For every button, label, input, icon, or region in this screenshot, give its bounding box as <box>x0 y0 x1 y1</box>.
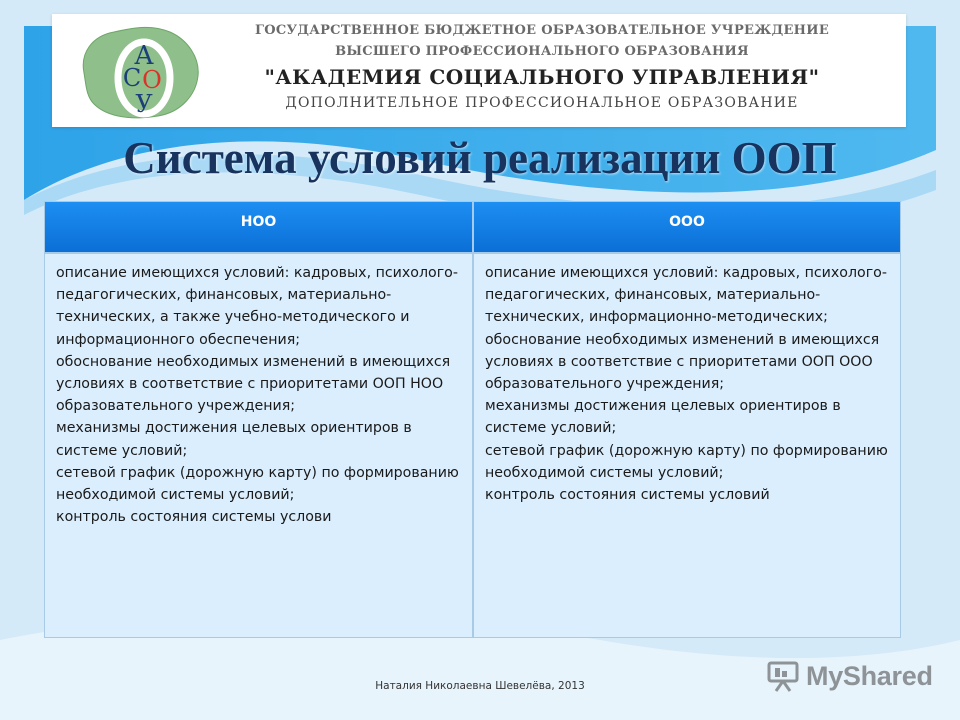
table-cell-noo: описание имеющихся условий: кадровых, психолого-педагогических, финансовых, материально-технических, а также учебно-методического и информационного обеспечения; обоснование необходимых изменений в имеющихся условиях в соответствие с приоритетами ООП НОО образовательного учреждения; механизмы достижения целевых ориентиров в системе условий; сетевой график (дорожную карту) по формированию необходимой системы условий; контроль состояния системы услови <box>44 253 473 638</box>
column-header-ooo: ООО <box>473 201 901 253</box>
presentation-icon <box>766 659 800 693</box>
footer-author: Наталия Николаевна Шевелёва, 2013 <box>375 680 585 692</box>
header-line-3: "АКАДЕМИЯ СОЦИАЛЬНОГО УПРАВЛЕНИЯ" <box>264 65 820 89</box>
slide-title: Система условий реализации ООП <box>123 133 837 183</box>
header-line-2: ВЫСШЕГО ПРОФЕССИОНАЛЬНОГО ОБРАЗОВАНИЯ <box>335 44 749 59</box>
academy-logo <box>62 18 212 123</box>
institution-name <box>242 20 842 114</box>
table-cell-ooo: описание имеющихся условий: кадровых, психолого-педагогических, финансовых, материально-технических, информационно-методических; обоснование необходимых изменений в имеющихся условиях в соответствие с приоритетами ООП ООО образовательного учреждения; механизмы достижения целевых ориентиров в системе условий; сетевой график (дорожную карту) по формированию необходимой системы условий; контроль состояния системы условий <box>473 253 901 638</box>
institution-banner <box>52 14 906 127</box>
logo-letter-o: О <box>142 66 162 94</box>
myshared-watermark[interactable] <box>766 656 933 696</box>
logo-letter-u: У <box>135 90 153 118</box>
header-line-1: ГОСУДАРСТВЕННОЕ БЮДЖЕТНОЕ ОБРАЗОВАТЕЛЬНОЕ УЧРЕЖДЕНИЕ <box>254 23 830 38</box>
logo-letter-s: С <box>122 64 142 92</box>
header-line-4: ДОПОЛНИТЕЛЬНОЕ ПРОФЕССИОНАЛЬНОЕ ОБРАЗОВАНИЕ <box>285 95 799 111</box>
column-header-noo: НОО <box>44 201 473 253</box>
logo-letter-a: А <box>134 41 154 71</box>
watermark-text: MyShared <box>806 660 933 691</box>
